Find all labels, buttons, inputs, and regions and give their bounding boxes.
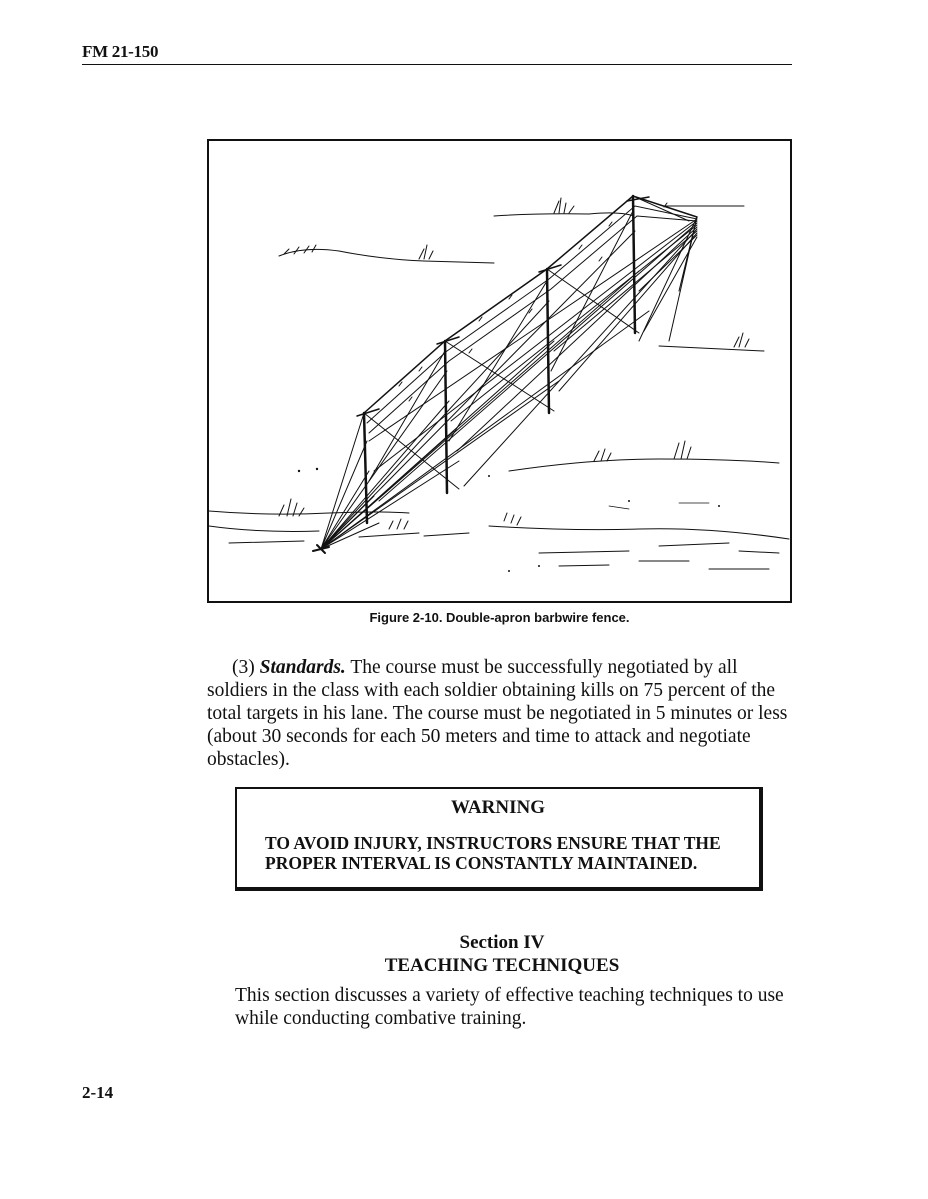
header-rule: [82, 64, 792, 65]
standards-text: The course must be successfully negotiated by all soldiers in the class with each soldier obtaining kills on 75 percent of the total targets in his lane. The course must be negotiated in 5 minutes or less (about 30 seconds for each 50 meters and time to attack and negotiate obstacles).: [207, 657, 788, 770]
standards-paragraph: [207, 656, 797, 771]
section-intro: This section discusses a variety of effective teaching techniques to use while conducting combative training.: [235, 985, 784, 1029]
section-number: Section IV: [459, 932, 545, 953]
section-title: TEACHING TECHNIQUES: [384, 955, 620, 976]
warning-text: TO AVOID INJURY, INSTRUCTORS ENSURE THAT THE PROPER INTERVAL IS CONSTANTLY MAINTAINED.: [265, 833, 721, 873]
standards-term: Standards.: [259, 657, 346, 678]
page-number: 2-14: [82, 1083, 114, 1102]
figure-frame: [207, 139, 792, 603]
manual-id: FM 21-150: [82, 42, 159, 61]
figure-caption: Figure 2-10. Double-apron barbwire fence.: [369, 610, 630, 625]
warning-title: WARNING: [451, 797, 545, 818]
warning-box: [235, 787, 763, 891]
barbwire-fence-illustration: [209, 141, 790, 601]
standards-number: (3): [232, 657, 255, 678]
